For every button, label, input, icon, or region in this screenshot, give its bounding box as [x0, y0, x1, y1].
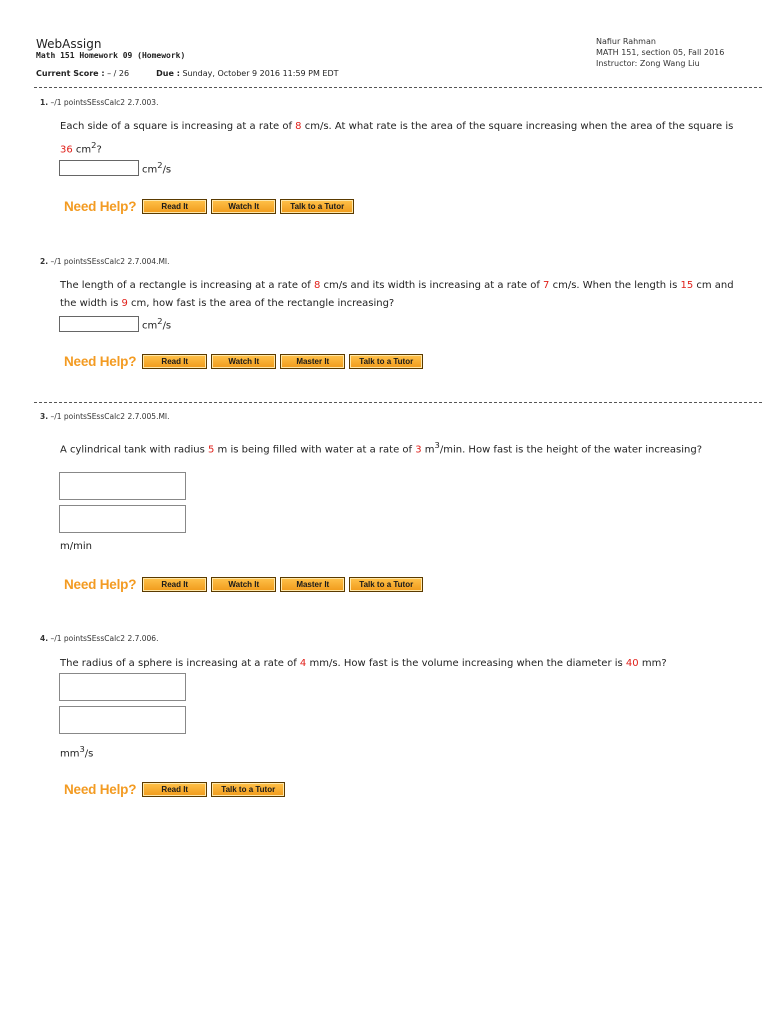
question-meta: –/1 pointsSEssCalc2 2.7.004.MI.: [50, 257, 170, 266]
talk-to-tutor-button[interactable]: Talk to a Tutor: [349, 354, 423, 369]
talk-to-tutor-button[interactable]: Talk to a Tutor: [349, 577, 423, 592]
watch-it-button[interactable]: Watch It: [211, 577, 276, 592]
read-it-button[interactable]: Read It: [142, 199, 207, 214]
value-highlight: 8: [295, 121, 302, 132]
student-name: Nafiur Rahman: [596, 37, 656, 46]
need-help-row: [64, 198, 358, 215]
question-4-text: The radius of a sphere is increasing at a rate of 4 mm/s. How fast is the volume increasing when the diameter is 40 mm?: [60, 658, 667, 669]
score-line: [36, 69, 339, 78]
read-it-button[interactable]: Read It: [142, 354, 207, 369]
value-highlight: 3: [415, 444, 422, 456]
instructor-info: Instructor: Zong Wang Liu: [596, 59, 700, 68]
read-it-button[interactable]: Read It: [142, 577, 207, 592]
question-number: 2.: [40, 257, 49, 266]
master-it-button[interactable]: Master It: [280, 577, 345, 592]
answer-unit: $cm^2/s$: [142, 160, 172, 176]
question-1-answer-row: [59, 160, 171, 176]
answer-textarea-1[interactable]: [59, 673, 186, 701]
value-highlight: 15: [680, 280, 694, 291]
student-info: [596, 36, 724, 69]
value-highlight: 9: [121, 298, 128, 309]
answer-textarea-2[interactable]: [59, 706, 186, 734]
homework-title: Math 151 Homework 09 (Homework): [36, 51, 186, 60]
need-help-label: Need Help?: [64, 577, 137, 592]
talk-to-tutor-button[interactable]: Talk to a Tutor: [211, 782, 285, 797]
need-help-label: Need Help?: [64, 354, 137, 369]
due-label: Due :: [156, 69, 180, 78]
question-meta: –/1 pointsSEssCalc2 2.7.005.MI.: [50, 412, 170, 421]
value-highlight: 40: [625, 658, 639, 669]
answer-input[interactable]: [59, 160, 139, 176]
value-highlight: 5: [208, 444, 215, 456]
answer-textarea-2[interactable]: [59, 505, 186, 533]
divider: [34, 402, 762, 403]
talk-to-tutor-button[interactable]: Talk to a Tutor: [280, 199, 354, 214]
value-highlight: 8: [314, 280, 321, 291]
watch-it-button[interactable]: Watch It: [211, 354, 276, 369]
need-help-row: [64, 353, 427, 370]
answer-unit: m/min: [60, 541, 92, 552]
need-help-row: [64, 781, 289, 798]
question-4-header: [40, 634, 158, 643]
value-highlight: 36: [60, 144, 73, 156]
question-number: 4.: [40, 634, 49, 643]
answer-unit: $mm^3/s$: [60, 744, 94, 760]
master-it-button[interactable]: Master It: [280, 354, 345, 369]
value-highlight: 7: [543, 280, 550, 291]
question-2-text: The length of a rectangle is increasing at a rate of 8 cm/s and its width is increasing at a rate of 7 cm/s. When the length is 15 cm and the width is 9 cm, how fast is the area of the rectangle increasing?: [60, 280, 734, 309]
question-number: 3.: [40, 412, 49, 421]
need-help-row: [64, 576, 427, 593]
question-meta: –/1 pointsSEssCalc2 2.7.006.: [50, 634, 159, 643]
answer-input[interactable]: [59, 316, 139, 332]
due-value: Sunday, October 9 2016 11:59 PM EDT: [182, 69, 339, 78]
watch-it-button[interactable]: Watch It: [211, 199, 276, 214]
answer-unit: $cm^2/s$: [142, 316, 172, 332]
score-label: Current Score :: [36, 69, 105, 78]
question-3-header: [40, 412, 170, 421]
brand-logo-text: WebAssign: [36, 37, 102, 51]
need-help-label: Need Help?: [64, 199, 137, 214]
question-number: 1.: [40, 98, 49, 107]
value-highlight: 4: [299, 658, 307, 669]
score-value: – / 26: [107, 69, 130, 78]
answer-textarea-1[interactable]: [59, 472, 186, 500]
read-it-button[interactable]: Read It: [142, 782, 207, 797]
question-2-header: [40, 257, 170, 266]
need-help-label: Need Help?: [64, 782, 137, 797]
divider: [34, 87, 762, 88]
course-info: MATH 151, section 05, Fall 2016: [596, 48, 725, 57]
question-1-text: Each side of a square is increasing at a rate of 8 cm/s. At what rate is the area of the square increasing when the area of the square is 36 $cm^2$?: [60, 121, 734, 156]
question-1-header: [40, 98, 158, 107]
question-meta: –/1 pointsSEssCalc2 2.7.003.: [50, 98, 159, 107]
question-3-text: A cylindrical tank with radius 5 m is being filled with water at a rate of 3 $m^3/\min$. How fast is the height of the water increasing?: [60, 440, 703, 456]
question-2-answer-row: [59, 316, 171, 332]
